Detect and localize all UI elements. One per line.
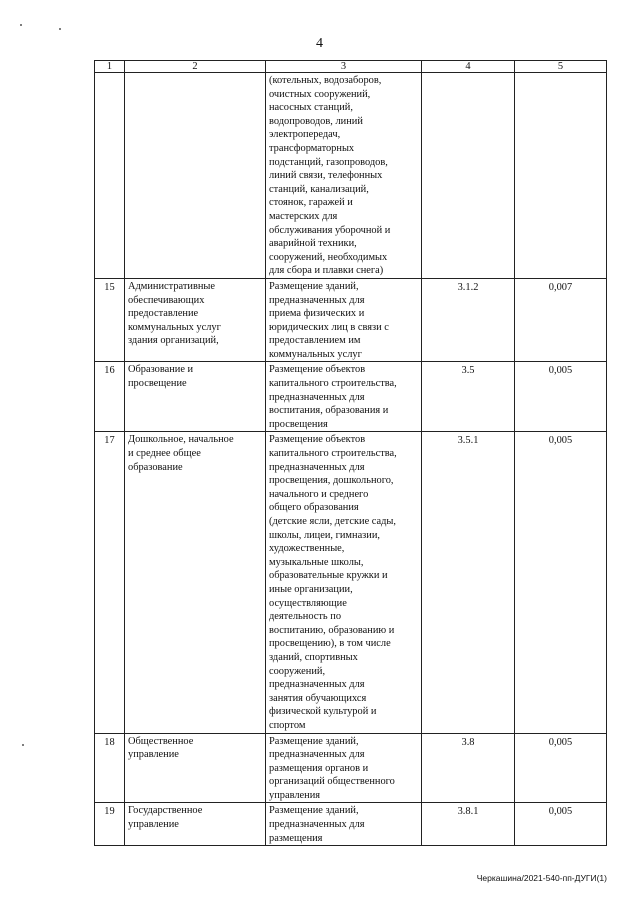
use-description: Размещение объектов капитального строительства, предназначенных для просвещения, дошкольного, начального и среднего общего образования (детские ясли, детские сады, школы, лицеи, гимназии, художественные, музыкальные школы, образовательные кружки и иные организации, осуществляющие деятельность по воспитанию, образованию и просвещению), в том числе зданий, спортивных сооружений, предназначенных для занятия обучающихся физической культурой и спортом <box>266 432 422 733</box>
table-row <box>95 73 607 279</box>
table-row <box>95 362 607 432</box>
use-code: 3.8 <box>422 733 515 803</box>
table-row <box>95 432 607 733</box>
row-number <box>95 73 125 279</box>
table-row <box>95 278 607 362</box>
use-code: 3.5 <box>422 362 515 432</box>
scan-speck <box>59 28 61 30</box>
coefficient: 0,005 <box>515 803 607 846</box>
use-type-name: Государственное управление <box>125 803 266 846</box>
use-description: (котельных, водозаборов, очистных сооружений, насосных станций, водопроводов, линий электропередач, трансформаторных подстанций, газопроводов, линий связи, телефонных станций, канализаций, стоянок, гаражей и мастерских для обслуживания уборочной и аварийной техники, сооружений, необходимых для сбора и плавки снега) <box>266 73 422 279</box>
use-description: Размещение зданий, предназначенных для размещения <box>266 803 422 846</box>
use-code: 3.8.1 <box>422 803 515 846</box>
coefficient <box>515 73 607 279</box>
header-cell-2: 2 <box>125 61 266 73</box>
header-cell-1: 1 <box>95 61 125 73</box>
row-number: 15 <box>95 278 125 362</box>
land-use-table <box>94 60 607 846</box>
use-type-name: Общественное управление <box>125 733 266 803</box>
use-code: 3.5.1 <box>422 432 515 733</box>
header-cell-5: 5 <box>515 61 607 73</box>
table-row <box>95 803 607 846</box>
use-code: 3.1.2 <box>422 278 515 362</box>
table-row <box>95 733 607 803</box>
header-cell-3: 3 <box>266 61 422 73</box>
use-code <box>422 73 515 279</box>
use-type-name: Образование и просвещение <box>125 362 266 432</box>
page-number: 4 <box>316 36 323 51</box>
table-header-row <box>95 61 607 73</box>
use-type-name: Дошкольное, начальное и среднее общее образование <box>125 432 266 733</box>
header-cell-4: 4 <box>422 61 515 73</box>
coefficient: 0,005 <box>515 432 607 733</box>
coefficient: 0,005 <box>515 733 607 803</box>
coefficient: 0,005 <box>515 362 607 432</box>
use-description: Размещение объектов капитального строительства, предназначенных для воспитания, образования и просвещения <box>266 362 422 432</box>
use-description: Размещение зданий, предназначенных для приема физических и юридических лиц в связи с предоставлением им коммунальных услуг <box>266 278 422 362</box>
scan-speck <box>20 24 22 26</box>
use-type-name: Административные обеспечивающих предоставление коммунальных услуг здания организаций, <box>125 278 266 362</box>
row-number: 17 <box>95 432 125 733</box>
scan-speck <box>22 744 24 746</box>
row-number: 16 <box>95 362 125 432</box>
document-reference: Черкашина/2021-540-пп-ДУГИ(1) <box>476 873 607 883</box>
row-number: 19 <box>95 803 125 846</box>
row-number: 18 <box>95 733 125 803</box>
coefficient: 0,007 <box>515 278 607 362</box>
use-type-name <box>125 73 266 279</box>
use-description: Размещение зданий, предназначенных для размещения органов и организаций общественного управления <box>266 733 422 803</box>
